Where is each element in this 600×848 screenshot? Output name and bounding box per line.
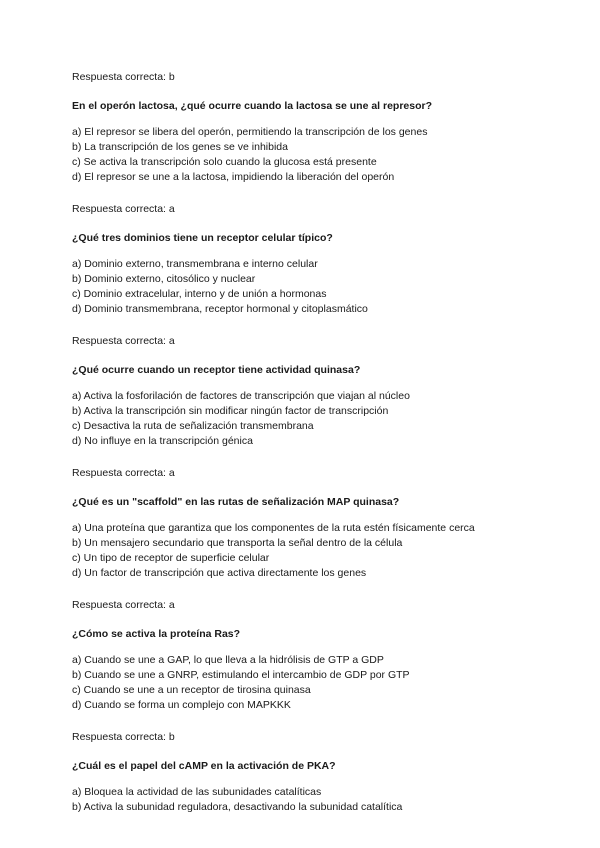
question-text: ¿Qué ocurre cuando un receptor tiene actividad quinasa? bbox=[72, 364, 361, 376]
option-item: d) Dominio transmembrana, receptor hormonal y citoplasmático bbox=[72, 303, 368, 315]
question-text: En el operón lactosa, ¿qué ocurre cuando la lactosa se une al represor? bbox=[72, 100, 433, 112]
option-item: a) El represor se libera del operón, permitiendo la transcripción de los genes bbox=[72, 126, 428, 138]
answer-line: Respuesta correcta: b bbox=[72, 731, 175, 743]
answer-line: Respuesta correcta: a bbox=[72, 599, 175, 611]
option-item: d) Cuando se forma un complejo con MAPKKK bbox=[72, 699, 291, 711]
option-item: c) Desactiva la ruta de señalización transmembrana bbox=[72, 420, 314, 432]
question-text: ¿Cuál es el papel del cAMP en la activación de PKA? bbox=[72, 760, 336, 772]
option-item: d) El represor se une a la lactosa, impidiendo la liberación del operón bbox=[72, 171, 395, 183]
option-item: d) Un factor de transcripción que activa directamente los genes bbox=[72, 567, 367, 579]
question-block bbox=[72, 363, 572, 480]
option-item: a) Activa la fosforilación de factores de transcripción que viajan al núcleo bbox=[72, 390, 410, 402]
option-item: b) Un mensajero secundario que transporta la señal dentro de la célula bbox=[72, 537, 403, 549]
question-block bbox=[72, 99, 572, 216]
question-text: ¿Cómo se activa la proteína Ras? bbox=[72, 628, 241, 640]
option-item: a) Dominio externo, transmembrana e interno celular bbox=[72, 258, 318, 270]
options-list bbox=[72, 125, 572, 185]
option-item: a) Cuando se une a GAP, lo que lleva a la hidrólisis de GTP a GDP bbox=[72, 654, 384, 666]
answer-line: Respuesta correcta: a bbox=[72, 203, 175, 215]
answer-line: Respuesta correcta: b bbox=[72, 71, 175, 83]
option-item: b) Dominio externo, citosólico y nuclear bbox=[72, 273, 256, 285]
question-block bbox=[72, 759, 572, 815]
option-item: c) Dominio extracelular, interno y de unión a hormonas bbox=[72, 288, 327, 300]
option-item: b) Activa la subunidad reguladora, desactivando la subunidad catalítica bbox=[72, 801, 403, 813]
answer-line: Respuesta correcta: a bbox=[72, 335, 175, 347]
option-item: a) Bloquea la actividad de las subunidades catalíticas bbox=[72, 786, 322, 798]
option-item: c) Un tipo de receptor de superficie celular bbox=[72, 552, 270, 564]
option-item: c) Cuando se une a un receptor de tirosina quinasa bbox=[72, 684, 311, 696]
option-item: b) Activa la transcripción sin modificar ningún factor de transcripción bbox=[72, 405, 389, 417]
option-item: d) No influye en la transcripción génica bbox=[72, 435, 253, 447]
question-block bbox=[72, 231, 572, 348]
options-list bbox=[72, 521, 572, 581]
question-text: ¿Qué tres dominios tiene un receptor celular típico? bbox=[72, 232, 333, 244]
answer-line: Respuesta correcta: a bbox=[72, 467, 175, 479]
option-item: a) Una proteína que garantiza que los componentes de la ruta estén físicamente cerca bbox=[72, 522, 475, 534]
option-item: b) Cuando se une a GNRP, estimulando el intercambio de GDP por GTP bbox=[72, 669, 410, 681]
option-item: c) Se activa la transcripción solo cuando la glucosa está presente bbox=[72, 156, 377, 168]
option-item: b) La transcripción de los genes se ve inhibida bbox=[72, 141, 288, 153]
document-page bbox=[72, 70, 572, 832]
question-block bbox=[72, 627, 572, 744]
options-list bbox=[72, 389, 572, 449]
options-list bbox=[72, 257, 572, 317]
options-list bbox=[72, 785, 572, 815]
question-block bbox=[72, 495, 572, 612]
options-list bbox=[72, 653, 572, 713]
question-text: ¿Qué es un "scaffold" en las rutas de señalización MAP quinasa? bbox=[72, 496, 400, 508]
